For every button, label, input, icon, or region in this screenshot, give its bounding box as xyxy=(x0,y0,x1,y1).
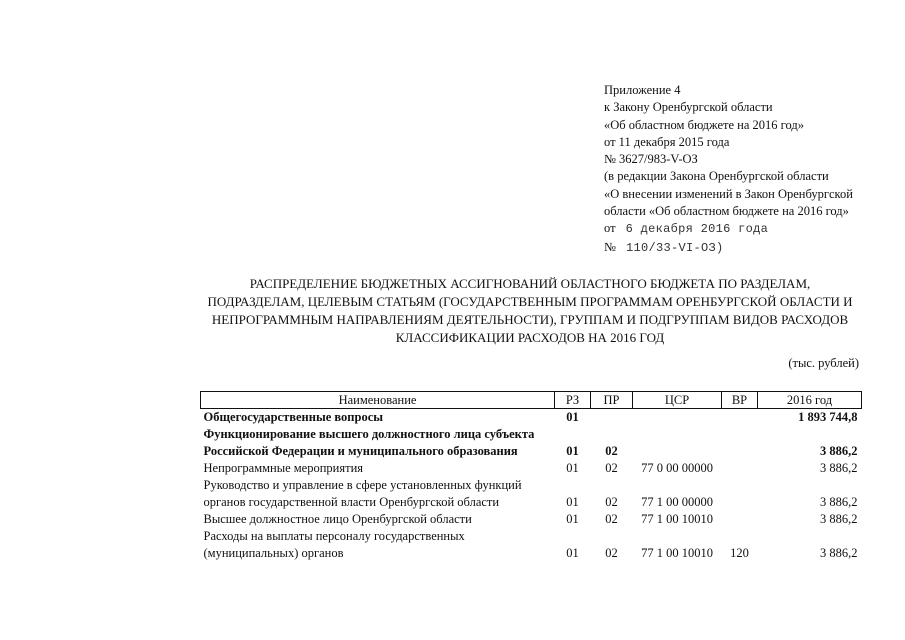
row-name xyxy=(201,511,555,528)
appendix-line: «О внесении изменений в Закон Оренбургской xyxy=(604,186,853,201)
amendment-date-stamp: 6 декабря 2016 года xyxy=(625,222,769,237)
row-name xyxy=(201,409,555,427)
row-vr xyxy=(722,409,758,427)
row-pr: 02 xyxy=(605,546,618,560)
row-pr xyxy=(591,409,633,427)
row-pr: 02 xyxy=(605,461,618,475)
row-name xyxy=(201,460,555,477)
appendix-line: (в редакции Закона Оренбургской области xyxy=(604,169,829,184)
title-line: ПОДРАЗДЕЛАМ, ЦЕЛЕВЫМ СТАТЬЯМ (ГОСУДАРСТВЕННЫМ ПРОГРАММАМ ОРЕНБУРГСКОЙ ОБЛАСТИ И xyxy=(207,294,853,309)
document-title xyxy=(200,275,860,347)
header-rz: РЗ xyxy=(555,392,591,409)
row-amount: 3 886,2 xyxy=(820,495,858,509)
row-vr xyxy=(722,426,758,460)
row-name-line: Руководство и управление в сфере установленных функций xyxy=(203,478,522,492)
header-vr: ВР xyxy=(722,392,758,409)
row-rz: 01 xyxy=(566,495,579,509)
appendix-line: № 3627/983-V-ОЗ xyxy=(604,152,698,167)
appendix-line: Приложение 4 xyxy=(604,83,681,97)
row-csr xyxy=(633,409,722,427)
appendix-block xyxy=(604,82,894,257)
amendment-date-line xyxy=(604,220,894,238)
amendment-date-prefix: от xyxy=(604,221,616,236)
row-name-line: органов государственной власти Оренбургской области xyxy=(203,495,500,509)
row-csr: 77 1 00 10010 xyxy=(641,512,713,526)
title-line: КЛАССИФИКАЦИИ РАСХОДОВ НА 2016 ГОД xyxy=(395,330,665,345)
row-csr xyxy=(633,426,722,460)
row-rz: 01 xyxy=(566,444,579,458)
header-pr: ПР xyxy=(591,392,633,409)
table-row xyxy=(201,477,862,511)
row-name xyxy=(201,528,555,562)
row-name-line: Расходы на выплаты персоналу государственных xyxy=(203,529,465,543)
appendix-line: от 11 декабря 2015 года xyxy=(604,134,730,149)
row-name-line: Высшее должностное лицо Оренбургской области xyxy=(203,512,472,526)
row-name-line: (муниципальных) органов xyxy=(203,546,344,560)
units-label: (тыс. рублей) xyxy=(788,356,859,370)
row-amount: 3 886,2 xyxy=(820,546,858,560)
amendment-number-stamp: 110/33-VI-ОЗ) xyxy=(625,240,724,255)
table-row xyxy=(201,426,862,460)
row-amount: 1 893 744,8 xyxy=(798,410,858,424)
table-row xyxy=(201,528,862,562)
row-name-line: Российской Федерации и муниципального образования xyxy=(203,444,518,458)
row-amount: 3 886,2 xyxy=(820,444,858,458)
table-body xyxy=(201,409,862,563)
title-line: НЕПРОГРАММНЫМ НАПРАВЛЕНИЯМ ДЕЯТЕЛЬНОСТИ), ГРУППАМ И ПОДГРУППАМ ВИДОВ РАСХОДОВ xyxy=(211,312,849,327)
row-rz: 01 xyxy=(566,546,579,560)
table-row xyxy=(201,511,862,528)
row-vr xyxy=(722,511,758,528)
header-name: Наименование xyxy=(201,392,555,409)
budget-table xyxy=(200,391,862,562)
appendix-line: области «Об областном бюджете на 2016 год» xyxy=(604,204,849,219)
header-year: 2016 год xyxy=(758,392,862,409)
row-amount: 3 886,2 xyxy=(820,512,858,526)
row-name-line: Функционирование высшего должностного лица субъекта xyxy=(203,427,535,441)
table-row xyxy=(201,409,862,427)
table-header-row xyxy=(201,392,862,409)
title-line: РАСПРЕДЕЛЕНИЕ БЮДЖЕТНЫХ АССИГНОВАНИЙ ОБЛАСТНОГО БЮДЖЕТА ПО РАЗДЕЛАМ, xyxy=(249,276,811,291)
row-rz: 01 xyxy=(566,410,579,424)
row-pr: 02 xyxy=(605,512,618,526)
row-name-line: Общегосударственные вопросы xyxy=(203,410,384,424)
row-pr: 02 xyxy=(605,495,618,509)
row-name xyxy=(201,426,555,460)
row-amount: 3 886,2 xyxy=(820,461,858,475)
row-vr: 120 xyxy=(730,546,749,560)
row-name xyxy=(201,477,555,511)
row-rz: 01 xyxy=(566,512,579,526)
row-vr xyxy=(722,477,758,511)
row-vr xyxy=(722,460,758,477)
appendix-line: «Об областном бюджете на 2016 год» xyxy=(604,117,804,132)
row-name-line: Непрограммные мероприятия xyxy=(203,461,364,475)
row-rz: 01 xyxy=(566,461,579,475)
row-csr: 77 0 00 00000 xyxy=(641,461,713,475)
amendment-number-line xyxy=(604,239,894,257)
table-row xyxy=(201,460,862,477)
amendment-number-prefix: № xyxy=(604,239,616,254)
row-csr: 77 1 00 00000 xyxy=(641,495,713,509)
row-csr: 77 1 00 10010 xyxy=(641,546,713,560)
appendix-line: к Закону Оренбургской области xyxy=(604,100,773,115)
row-pr: 02 xyxy=(605,444,618,458)
header-csr: ЦСР xyxy=(633,392,722,409)
